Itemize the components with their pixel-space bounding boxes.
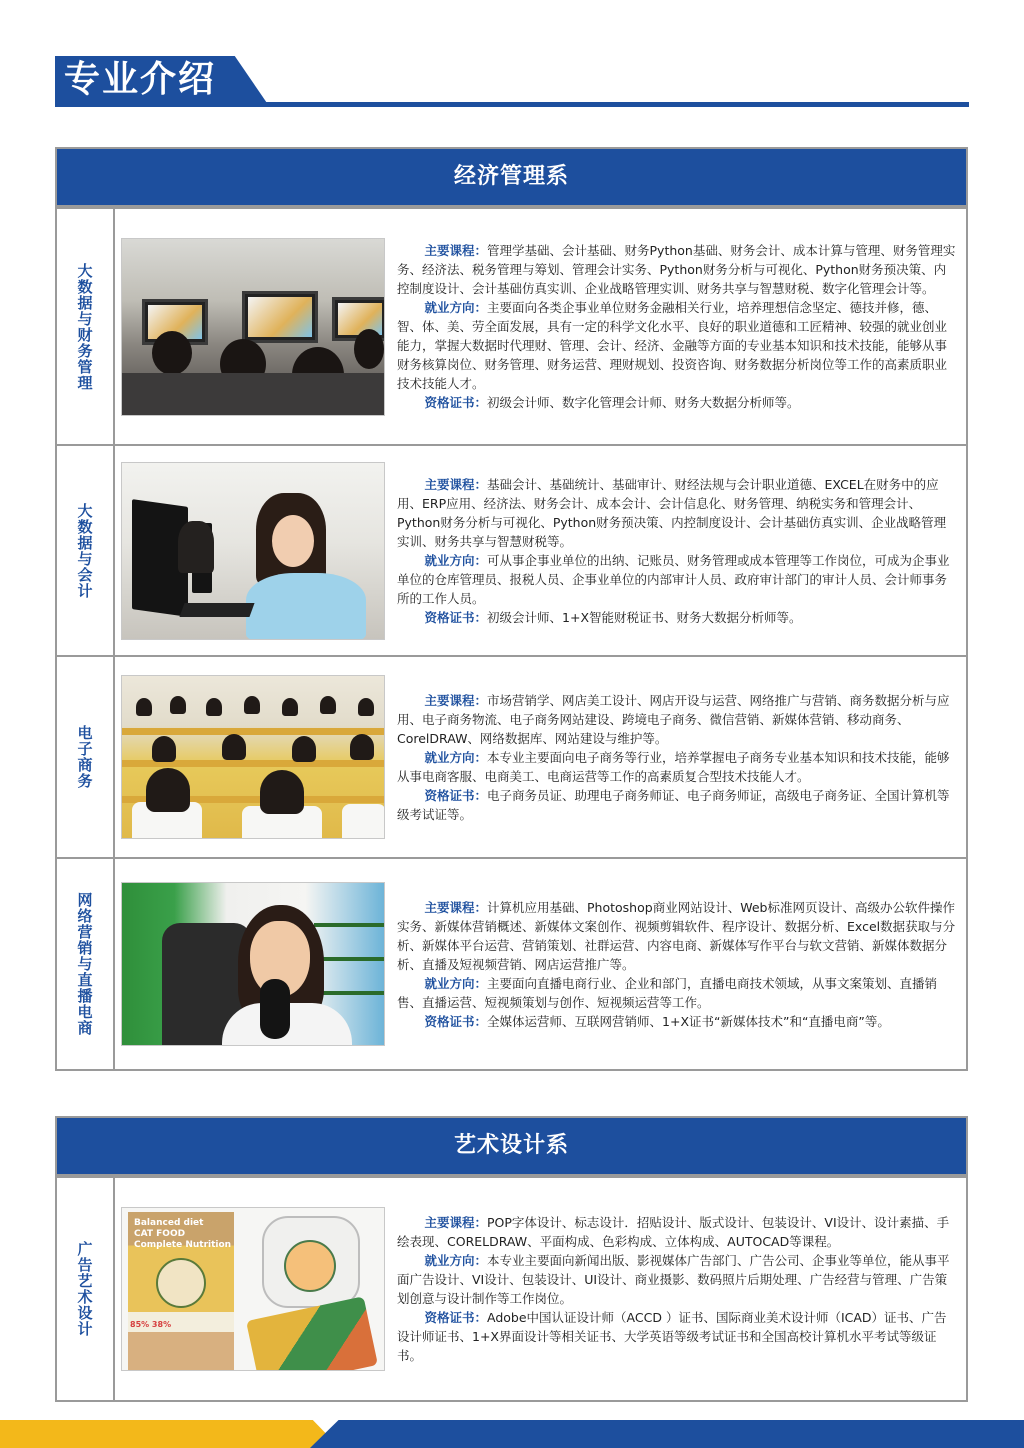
career-label: 就业方向： <box>424 975 488 991</box>
bag-brand-line: Balanced diet <box>134 1218 204 1228</box>
major-description <box>397 1213 958 1365</box>
major-photo <box>121 462 385 640</box>
cert-label: 资格证书： <box>424 609 488 625</box>
career-text: 主要面向各类企事业单位财务金融相关行业，培养理想信念坚定、德技并修，德、智、体、美、劳全面发展，具有一定的科学文化水平、良好的职业道德和工匠精神、较强的就业创业能力，掌握大数据时代理财、管理、会计、经济、金融等方面的专业基本知识和技术技能，能够从事财务核算岗位、财务管理、财务运营、理财规划、投资咨询、财务数据分析岗位等工作的高素质职业技术技能人才。 <box>397 300 948 391</box>
major-description <box>397 691 958 824</box>
department-title: 艺术设计系 <box>57 1118 966 1176</box>
footer-accent-stripe <box>0 1420 340 1448</box>
career-text: 可从事企事业单位的出纳、记账员、财务管理或成本管理等工作岗位，可成为企事业单位的仓库管理员、报税人员、企事业单位的内部审计人员、政府审计部门的审计人员、会计师事务所的工作人员。 <box>397 552 950 606</box>
major-description <box>397 898 958 1031</box>
footer-primary-stripe <box>310 1420 1024 1448</box>
cert-label: 资格证书： <box>424 787 488 803</box>
major-photo <box>121 882 385 1046</box>
bag-title-line: CAT FOOD <box>134 1229 186 1239</box>
major-row <box>57 444 966 655</box>
course-label: 主要课程： <box>424 692 488 708</box>
cert-text: Adobe中国认证设计师（ACCD ）证书、国际商业美术设计师（ICAD）证书、广告设计师证书、1+X界面设计等相关证书、大学英语等级考试证书和全国高校计算机水平考试等级证书。 <box>397 1310 947 1363</box>
course-text: POP字体设计、标志设计．招贴设计、版式设计、包装设计、VI设计、设计素描、手绘表现、CORELDRAW、平面构成、色彩构成、立体构成、AUTOCAD等课程。 <box>397 1215 950 1249</box>
career-label: 就业方向： <box>424 552 488 568</box>
page-header <box>0 0 1024 120</box>
major-name-cell <box>57 1178 115 1400</box>
major-name: 电子商务 <box>75 725 94 789</box>
major-content <box>115 209 966 444</box>
department-economics <box>55 147 968 1071</box>
course-text: 基础会计、基础统计、基础审计、财经法规与会计职业道德、EXCEL在财务中的应用、ERP应用、经济法、财务会计、成本会计、会计信息化、财务管理、纳税实务和管理会计、Python财务分析与可视化、Python财务预决策、内控制度设计、会计基础仿真实训、企业战略管理实训、财务共享与智慧财税等。 <box>397 476 947 549</box>
career-text: 本专业主要面向新闻出版、影视媒体广告部门、广告公司、企事业等单位，能从事平面广告设计、VI设计、包装设计、UI设计、商业摄影、数码照片后期处理、广告经营与管理、广告策划创意与设计制作等工作岗位。 <box>397 1253 950 1306</box>
major-name: 广告艺术设计 <box>75 1241 94 1337</box>
major-photo <box>121 675 385 839</box>
cert-text: 初级会计师、数字化管理会计师、财务大数据分析师等。 <box>487 395 800 410</box>
major-row <box>57 207 966 444</box>
cert-label: 资格证书： <box>424 1013 488 1029</box>
course-text: 管理学基础、会计基础、财务Python基础、财务会计、成本计算与管理、财务管理实务、经济法、税务管理与筹划、管理会计实务、Python财务分析与可视化、Python财务预决策、内控制度设计、会计基础仿真实训、企业战略管理实训、财务共享与智慧财税、数字化管理会计等。 <box>397 243 956 296</box>
department-title: 经济管理系 <box>57 149 966 207</box>
course-text: 计算机应用基础、Photoshop商业网站设计、Web标准网页设计、高级办公软件操作实务、新媒体营销概述、新媒体文案创作、视频剪辑软件、程序设计、数据分析、Excel数据获取与分析、新媒体平台运营、营销策划、社群运营、内容电商、新媒体写作平台与软文营销、新媒体数据分析、直播及短视频营销、网店运营推广等。 <box>397 899 956 972</box>
bag-percent: 85% 38% <box>130 1320 172 1329</box>
cert-text: 全媒体运营师、互联网营销师、1+X证书“新媒体技术”和“直播电商”等。 <box>487 1013 890 1029</box>
major-name: 大数据与会计 <box>75 502 94 599</box>
major-photo <box>121 238 385 416</box>
page-title: 专业介绍 <box>64 59 217 100</box>
major-name: 大数据与财务管理 <box>75 262 94 391</box>
major-content <box>115 446 966 655</box>
major-description <box>397 475 958 627</box>
major-row <box>57 655 966 857</box>
major-description <box>397 241 958 412</box>
footer-band <box>0 1420 1024 1448</box>
major-name-cell <box>57 209 115 444</box>
cert-label: 资格证书： <box>424 1310 488 1325</box>
major-content <box>115 1178 966 1400</box>
major-name-cell <box>57 446 115 655</box>
major-row <box>57 1176 966 1400</box>
bag-subtitle-line: Complete Nutrition <box>134 1240 232 1250</box>
major-name-cell <box>57 859 115 1069</box>
cert-label: 资格证书： <box>424 395 488 410</box>
career-label: 就业方向： <box>424 1253 488 1268</box>
major-photo <box>121 1207 385 1371</box>
career-label: 就业方向： <box>424 749 488 765</box>
major-name-cell <box>57 657 115 857</box>
title-rule <box>55 102 969 107</box>
course-label: 主要课程： <box>424 1215 488 1230</box>
cert-text: 初级会计师、1+X智能财税证书、财务大数据分析师等。 <box>487 609 802 625</box>
course-label: 主要课程： <box>424 243 488 258</box>
career-text: 本专业主要面向电子商务等行业，培养掌握电子商务专业基本知识和技术技能，能够从事电商客服、电商美工、电商运营等工作的高素质复合型技术技能人才。 <box>397 749 950 784</box>
major-content <box>115 657 966 857</box>
course-label: 主要课程： <box>424 899 488 915</box>
career-text: 主要面向直播电商行业、企业和部门，直播电商技术领域，从事文案策划、直播销售、直播运营、短视频策划与创作、短视频运营等工作。 <box>397 975 938 1010</box>
course-label: 主要课程： <box>424 476 488 492</box>
cert-text: 电子商务员证、助理电子商务师证、电子商务师证，高级电子商务证、全国计算机等级考试证等。 <box>397 787 950 822</box>
major-name: 网络营销与直播电商 <box>75 892 94 1036</box>
major-content <box>115 859 966 1069</box>
major-row <box>57 857 966 1069</box>
career-label: 就业方向： <box>424 300 488 315</box>
department-art-design <box>55 1116 968 1402</box>
course-text: 市场营销学、网店美工设计、网店开设与运营、网络推广与营销、商务数据分析与应用、电子商务物流、电子商务网站建设、跨境电子商务、微信营销、新媒体营销、移动商务、CorelDRAW、网络数据库、网站建设与维护等。 <box>397 692 950 746</box>
